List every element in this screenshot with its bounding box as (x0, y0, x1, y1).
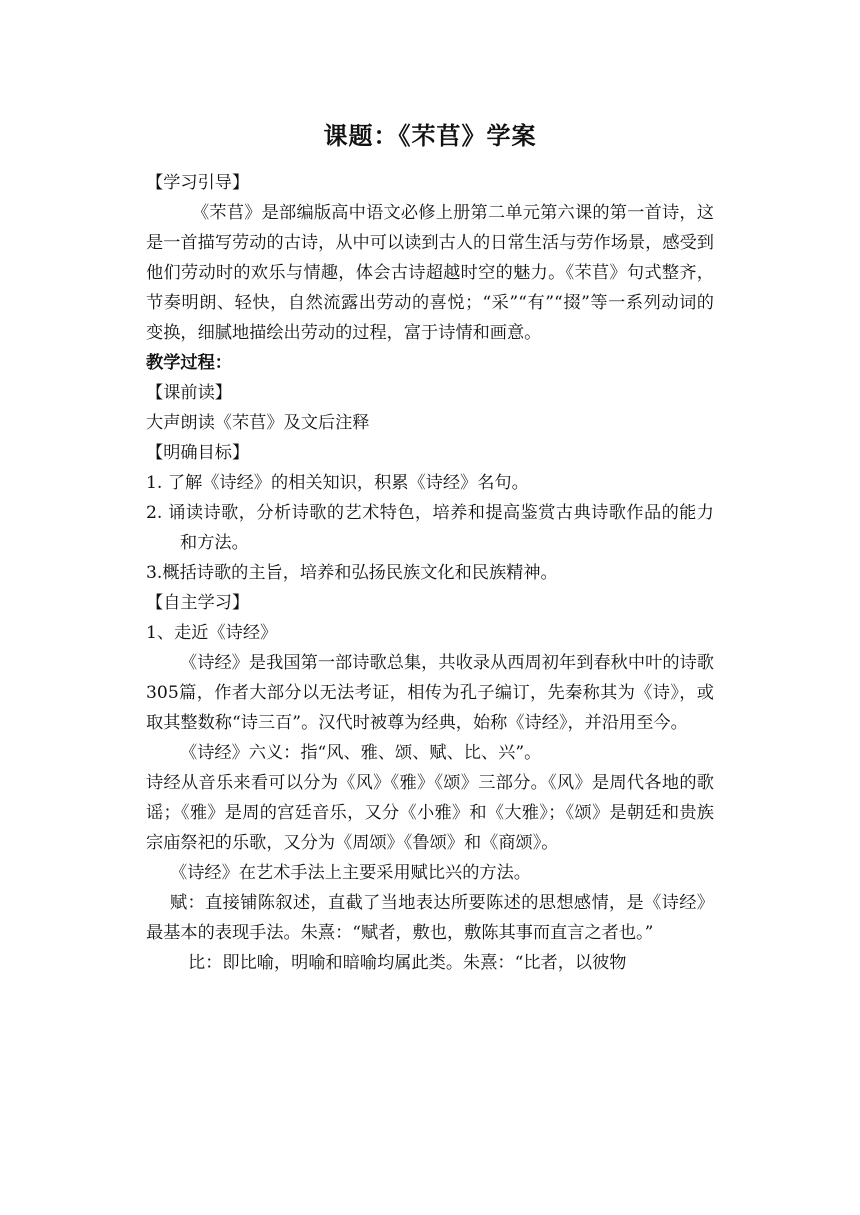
paragraph-bi: 比：即比喻，明喻和暗喻均属此类。朱熹：“比者，以彼物 (188, 953, 627, 973)
paragraph-preread: 大声朗读《芣苢》及文后注释 (146, 413, 370, 433)
document-body (146, 168, 714, 978)
paragraph-method: 《诗经》在艺术手法上主要采用赋比兴的方法。 (170, 863, 531, 883)
paragraph-music: 诗经从音乐来看可以分为《风》《雅》《颂》三部分。《风》是周代各地的歌谣；《雅》是周的宫廷音乐，又分《小雅》和《大雅》；《颂》是朝廷和贵族宗庙祭祀的乐歌，又分为《周颂》《鲁颂》和《商颂》。 (146, 773, 714, 853)
paragraph-six-meanings: 《诗经》六义：指“风、雅、颂、赋、比、兴”。 (180, 743, 542, 763)
section-heading-self-study: 【自主学习】 (146, 593, 250, 613)
goal-item: 2. 诵读诗歌，分析诗歌的艺术特色，培养和提高鉴赏古典诗歌作品的能力和方法。 (146, 503, 714, 553)
section-heading-guide: 【学习引导】 (146, 173, 250, 193)
goal-item: 1. 了解《诗经》的相关知识，积累《诗经》名句。 (146, 473, 529, 493)
section-heading-preread: 【课前读】 (146, 383, 232, 403)
paragraph-fu: 赋：直接铺陈叙述，直截了当地表达所要陈述的思想感情，是《诗经》最基本的表现手法。朱熹：“赋者，敷也，敷陈其事而直言之者也。” (146, 893, 714, 943)
paragraph-guide: 《芣苢》是部编版高中语文必修上册第二单元第六课的第一首诗，这是一首描写劳动的古诗，从中可以读到古人的日常生活与劳作场景，感受到他们劳动时的欢乐与情趣，体会古诗超越时空的魅力。《芣苢》句式整齐，节奏明朗、轻快，自然流露出劳动的喜悦；“采”“有”“掇”等一系列动词的变换，细腻地描绘出劳动的过程，富于诗情和画意。 (146, 203, 714, 343)
paragraph-intro: 《诗经》是我国第一部诗歌总集，共收录从西周初年到春秋中叶的诗歌305篇，作者大部分以无法考证，相传为孔子编订，先秦称其为《诗》，或取其整数称“诗三百”。汉代时被尊为经典，始称《诗经》，并沿用至今。 (146, 653, 714, 733)
subheading-shijing: 1、走近《诗经》 (146, 623, 278, 643)
section-heading-goals: 【明确目标】 (146, 443, 250, 463)
goal-item: 3.概括诗歌的主旨，培养和弘扬民族文化和民族精神。 (146, 563, 558, 583)
section-heading-process: 教学过程： (146, 353, 232, 373)
page-title: 课题：《芣苢》学案 (323, 122, 537, 150)
